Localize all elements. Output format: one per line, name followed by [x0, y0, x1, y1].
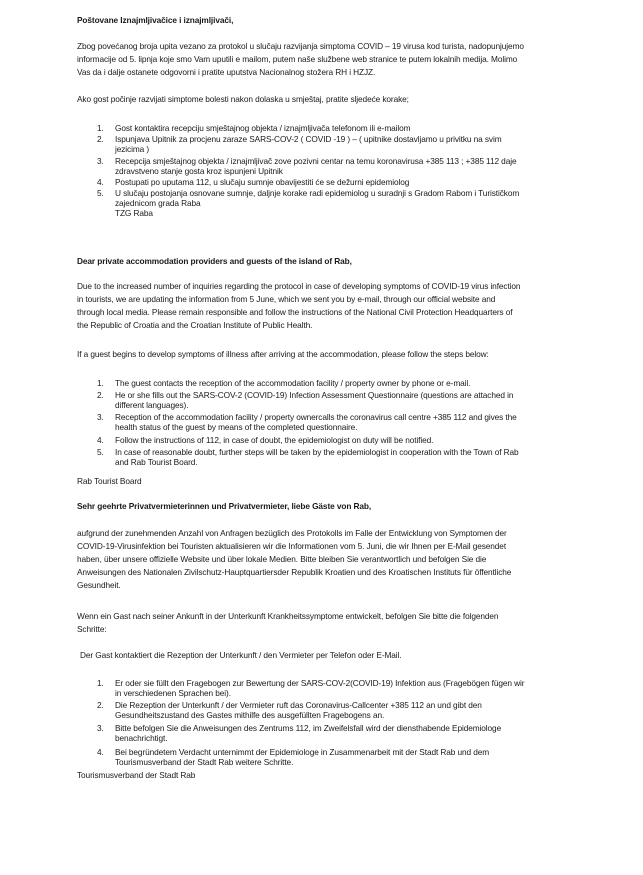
list-text: The guest contacts the reception of the accommodation facility / property owner by phone or e-mail.: [115, 378, 471, 388]
paragraph-line: Wenn ein Gast nach seiner Ankunft in der Unterkunft Krankheitssymptome entwickelt, befolgen Sie bitte die folgenden: [77, 611, 499, 621]
paragraph-line: COVID-19-Virusinfektion bei Touristen aktualisieren wir die Informationen vom 5. Juni, die wir Ihnen per E-Mail gesendet: [77, 541, 507, 551]
croatian-steps-intro: Ako gost počinje razvijati simptome bolesti nakon dolaska u smještaj, pratite sljedeće korake;: [77, 94, 409, 104]
list-text: Bei begründetem Verdacht unternimmt der Epidemiologe in Zusammenarbeit mit der Stadt Rab und dem Tourismusverband der Stadt Rab weitere Schritte.: [115, 747, 490, 767]
croatian-intro-paragraph: [77, 40, 585, 79]
list-text: Die Rezeption der Unterkunft / der Vermieter ruft das Coronavirus-Callcenter +385 112 an und gibt den Gesundheitszustand des Gastes mithilfe des ausgefüllten Fragebogens an.: [115, 700, 482, 720]
list-text: U slučaju postojanja osnovane sumnje, daljnje korake radi epidemiolog u suradnji s Gradom Rabom i Turističkom zajednicom grada Raba TZG Raba: [115, 188, 520, 218]
list-number: 1.: [97, 378, 104, 388]
list-text: In case of reasonable doubt, further steps will be taken by the epidemiologist in cooperation with the Town of Rab and Rab Tourist Board.: [115, 447, 519, 467]
list-number: 2.: [97, 700, 104, 710]
list-number: 5.: [97, 188, 104, 198]
list-text: Follow the instructions of 112, in case of doubt, the epidemiologist on duty will be notified.: [115, 435, 434, 445]
list-number: 3.: [97, 156, 104, 166]
english-steps-intro: If a guest begins to develop symptoms of illness after arriving at the accommodation, please follow the steps below:: [77, 349, 489, 359]
english-intro-paragraph: [77, 280, 585, 332]
list-number: 2.: [97, 134, 104, 144]
croatian-heading: Poštovane Iznajmljivačice i iznajmljivači,: [77, 15, 234, 25]
paragraph-line: Due to the increased number of inquiries regarding the protocol in case of developing symptoms of COVID-19 virus infection: [77, 281, 521, 291]
german-signature: Tourismusverband der Stadt Rab: [77, 770, 196, 780]
german-heading: Sehr geehrte Privatvermieterinnen und Privatvermieter, liebe Gäste von Rab,: [77, 501, 372, 511]
list-number: 3.: [97, 412, 104, 422]
list-number: 4.: [97, 177, 104, 187]
german-first-step: Der Gast kontaktiert die Rezeption der Unterkunft / den Vermieter per Telefon oder E-Mail.: [80, 650, 402, 660]
german-intro-paragraph: [77, 527, 585, 592]
list-number: 1.: [97, 678, 104, 688]
list-text: Er oder sie füllt den Fragebogen zur Bewertung der SARS-COV-2(COVID-19) Infektion aus (Fragebögen fügen wir in verschiedenen Sprachen bei).: [115, 678, 525, 698]
paragraph-line: Anweisungen des Nationalen Zivilschutz-Hauptquartiersder Republik Kroatien und des Kroatischen Instituts für öffentliche: [77, 567, 512, 577]
list-text: Reception of the accommodation facility / property ownercalls the coronavirus call centre +385 112 and gives the health status of the guest by means of the completed questionnaire.: [115, 412, 517, 432]
list-number: 3.: [97, 723, 104, 733]
list-text: He or she fills out the SARS-COV-2 (COVID-19) Infection Assessment Questionnaire (questions are attached in different languages).: [115, 390, 514, 410]
list-text: Gost kontaktira recepciju smještajnog objekta / iznajmljivača telefonom ili e-mailom: [115, 123, 411, 133]
list-number: 4.: [97, 435, 104, 445]
paragraph-line: in tourists, we are updating the information from 5 June, which we sent you by e-mail, through our official website and: [77, 294, 496, 304]
english-heading: Dear private accommodation providers and guests of the island of Rab,: [77, 256, 352, 266]
paragraph-line: Gesundheit.: [77, 580, 121, 590]
list-text: Bitte befolgen Sie die Anweisungen des Zentrums 112, im Zweifelsfall wird der diensthabende Epidemiologe benachrichtigt.: [115, 723, 502, 743]
paragraph-line: Zbog povećanog broja upita vezano za protokol u slučaju razvijanja simptoma COVID – 19 virusa kod turista, nadopunjujemo: [77, 41, 524, 51]
list-number: 2.: [97, 390, 104, 400]
paragraph-line: the Republic of Croatia and the Croatian Institute of Public Health.: [77, 320, 313, 330]
list-text: Postupati po uputama 112, u slučaju sumnje obavijestiti će se dežurni epidemiolog: [115, 177, 410, 187]
list-text: Recepcija smještajnog objekta / iznajmljivač zove pozivni centar na temu koronavirusa +385 113 ; +385 112 daje zdravstveno stanje gosta kroz ispunjeni Upitnik: [115, 156, 517, 176]
german-steps-intro: [77, 610, 585, 636]
list-number: 5.: [97, 447, 104, 457]
paragraph-line: Schritte:: [77, 624, 107, 634]
paragraph-line: aufgrund der zunehmenden Anzahl von Anfragen bezüglich des Protokolls im Falle der Entwicklung von Symptomen der: [77, 528, 507, 538]
paragraph-line: haben, über unsere offizielle Website und über lokale Medien. Bitte bleiben Sie verantwortlich und befolgen Sie die: [77, 554, 487, 564]
paragraph-line: informacije od 5. lipnja koje smo Vam uputili e mailom, putem naše službene web stranice te putem lokalnih medija. Molimo: [77, 54, 518, 64]
list-text: Ispunjava Upitnik za procjenu zaraze SARS-COV-2 ( COVID -19 ) – ( upitnike dostavljamo u privitku na svim jezicima ): [115, 134, 502, 154]
english-signature: Rab Tourist Board: [77, 476, 142, 486]
paragraph-line: through local media. Please remain responsible and follow the instructions of the National Civil Protection Headquarters of: [77, 307, 513, 317]
paragraph-line: Vas da i dalje ostanete odgovorni i pratite uputstva Nacionalnog stožera RH i HZJZ.: [77, 67, 376, 77]
list-number: 1.: [97, 123, 104, 133]
list-number: 4.: [97, 747, 104, 757]
